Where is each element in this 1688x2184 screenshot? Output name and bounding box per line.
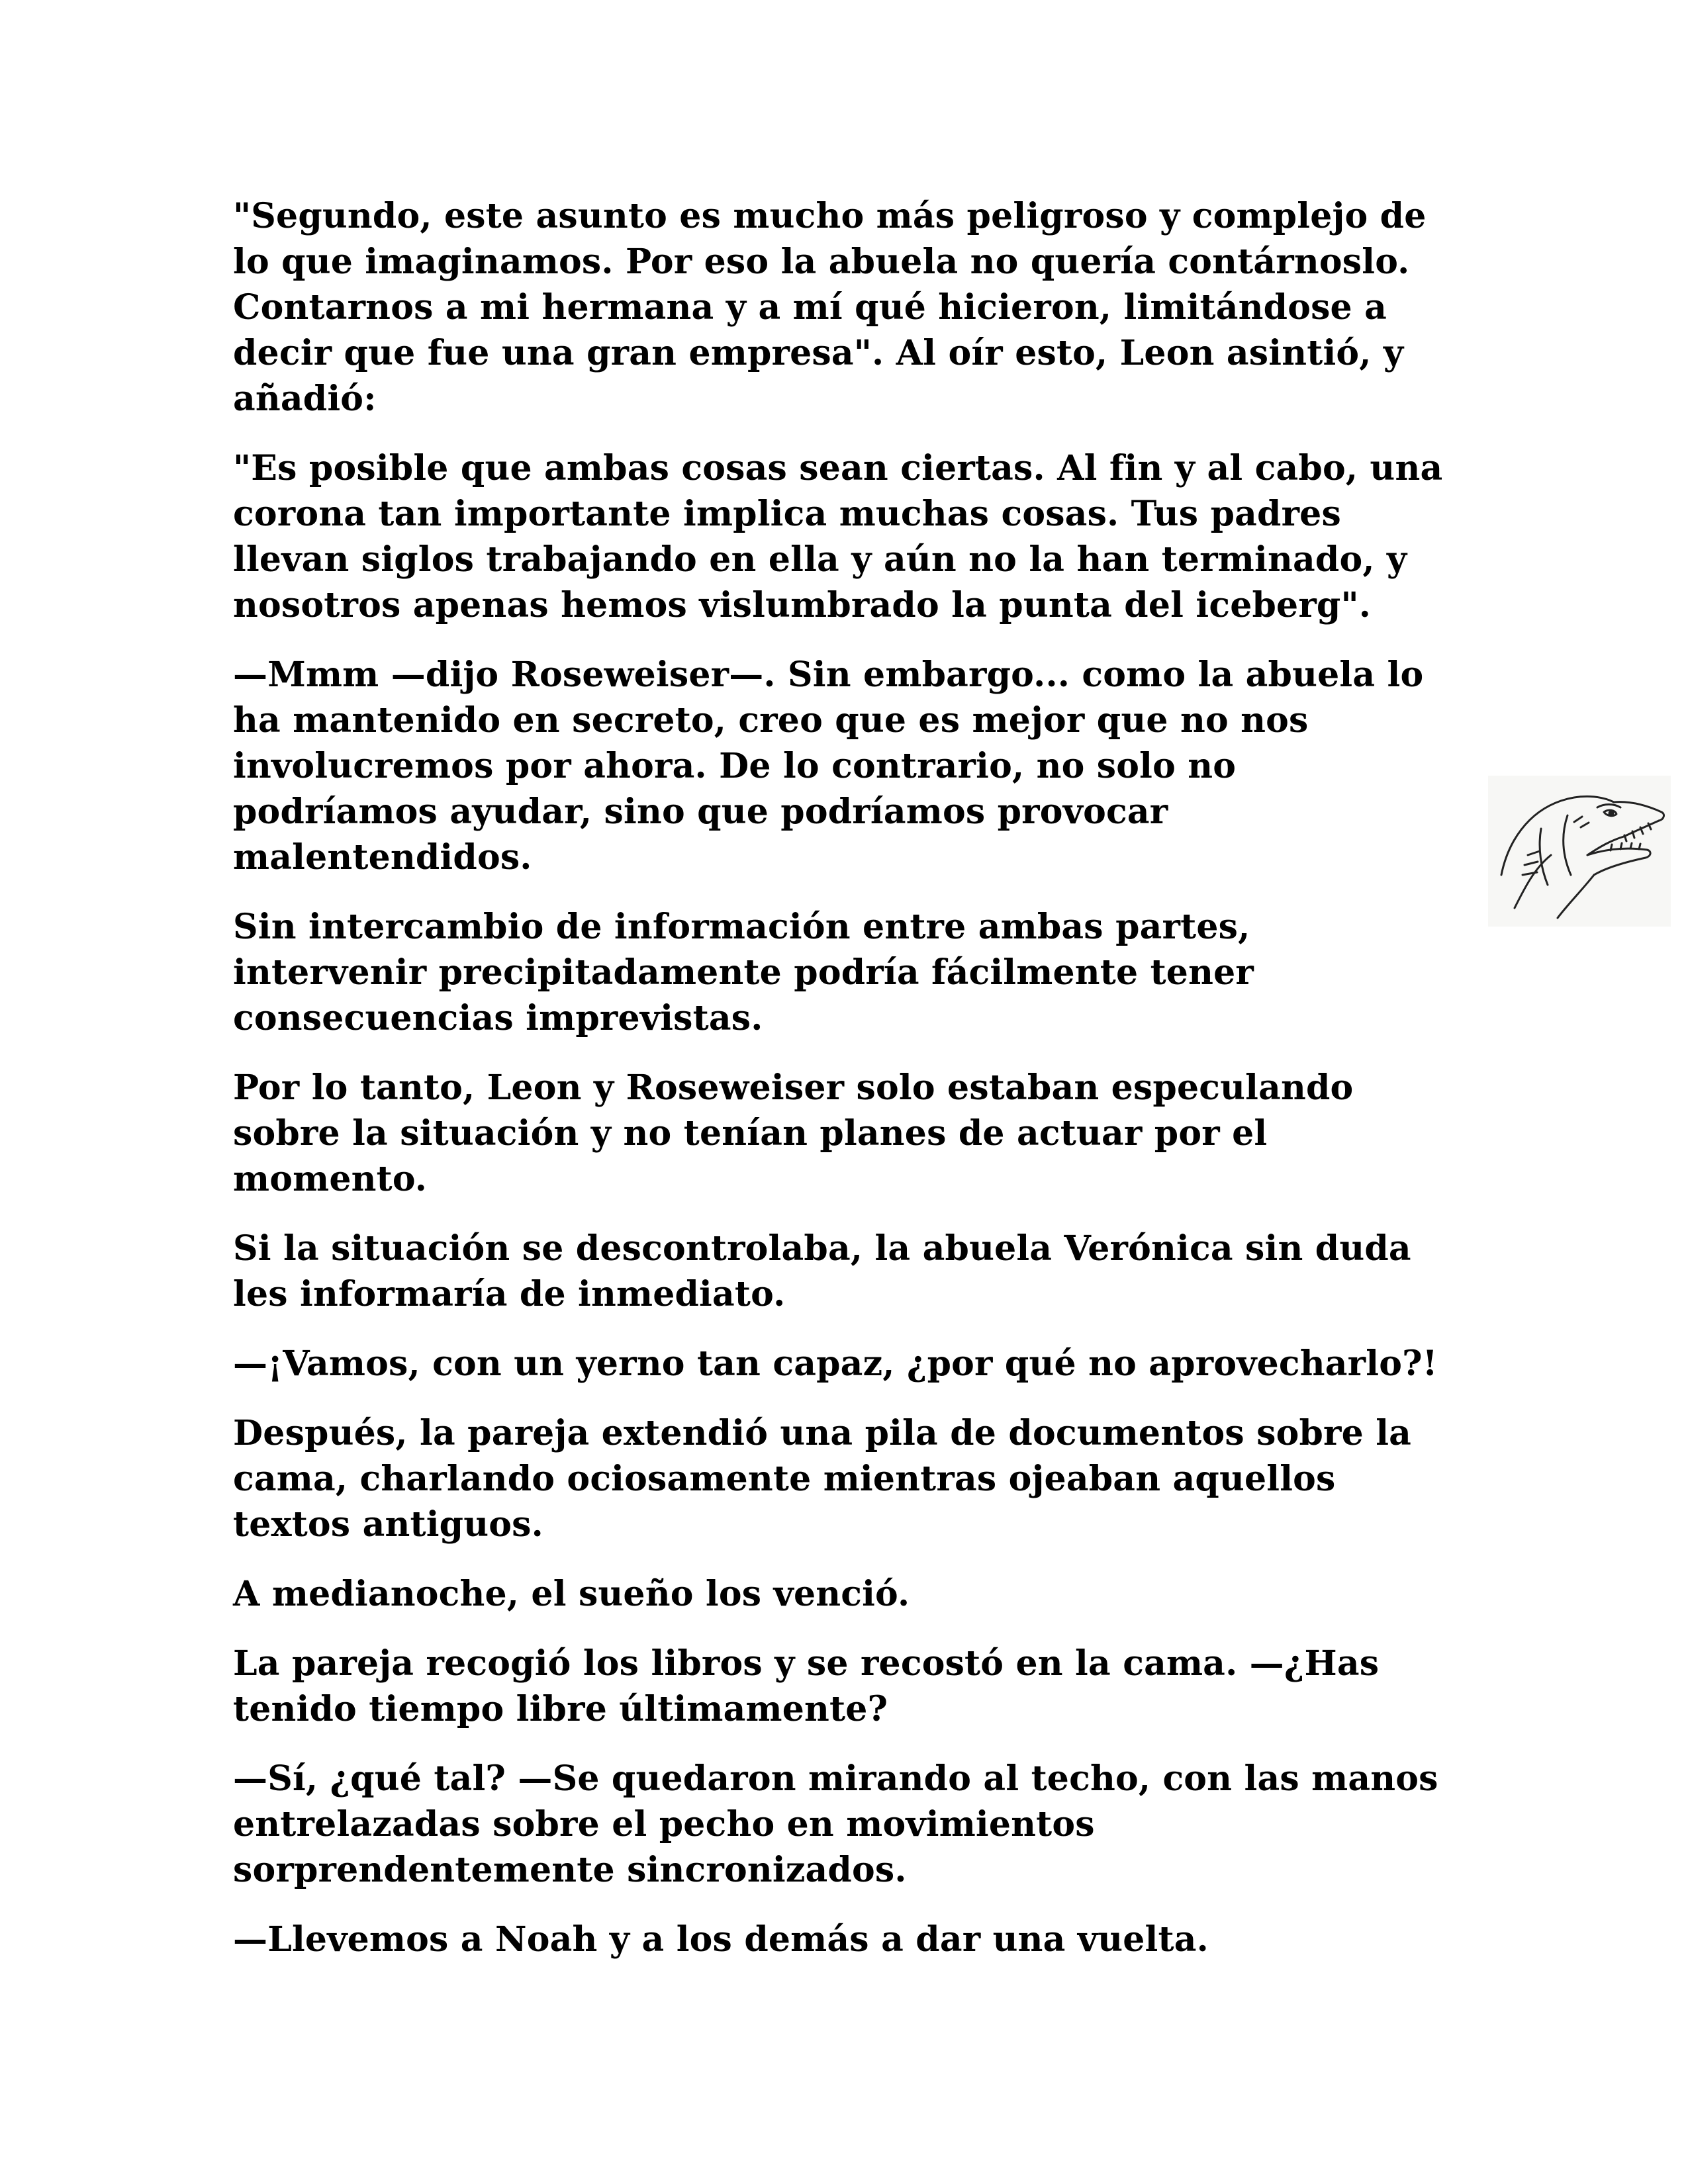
body-text xyxy=(233,193,1444,1986)
paragraph-3: —Mmm —dijo Roseweiser—. Sin embargo... como la abuela lo ha mantenido en secreto, creo que es mejor que no nos involucremos por ahora. De lo contrario, no solo no podríamos ayudar, sino que podríamos provocar malentendidos. xyxy=(233,655,1424,878)
paragraph-6: Si la situación se descontrolaba, la abuela Verónica sin duda les informaría de inmediato. xyxy=(233,1228,1411,1314)
paragraph-12: —Llevemos a Noah y a los demás a dar una vuelta. xyxy=(233,1919,1209,1960)
paragraph-9: A medianoche, el sueño los venció. xyxy=(233,1574,910,1614)
paragraph-11: —Sí, ¿qué tal? —Se quedaron mirando al techo, con las manos entrelazadas sobre el pecho en movimientos sorprendentemente sincronizados. xyxy=(233,1758,1438,1890)
paragraph-8: Después, la pareja extendió una pila de documentos sobre la cama, charlando ociosamente mientras ojeaban aquellos textos antiguos. xyxy=(233,1413,1412,1545)
paragraph-10: La pareja recogió los libros y se recostó en la cama. —¿Has tenido tiempo libre últimamente? xyxy=(233,1643,1380,1729)
dinosaur-sketch-icon xyxy=(1488,776,1671,927)
paragraph-5: Por lo tanto, Leon y Roseweiser solo estaban especulando sobre la situación y no tenían planes de actuar por el momento. xyxy=(233,1068,1354,1199)
paragraph-7: —¡Vamos, con un yerno tan capaz, ¿por qué no aprovecharlo?! xyxy=(233,1343,1438,1384)
paragraph-1: "Segundo, este asunto es mucho más peligroso y complejo de lo que imaginamos. Por eso la abuela no quería contárnoslo. Contarnos a mi hermana y a mí qué hicieron, limitándose a decir que fue una gran empresa". Al oír esto, Leon asintió, y añadió: xyxy=(233,196,1427,419)
paragraph-4: Sin intercambio de información entre ambas partes, intervenir precipitadamente podría fácilmente tener consecuencias imprevistas. xyxy=(233,907,1254,1038)
paragraph-2: "Es posible que ambas cosas sean ciertas. Al fin y al cabo, una corona tan importante implica muchas cosas. Tus padres llevan siglos trabajando en ella y aún no la han terminado, y nosotros apenas hemos vislumbrado la punta del iceberg". xyxy=(233,448,1443,625)
